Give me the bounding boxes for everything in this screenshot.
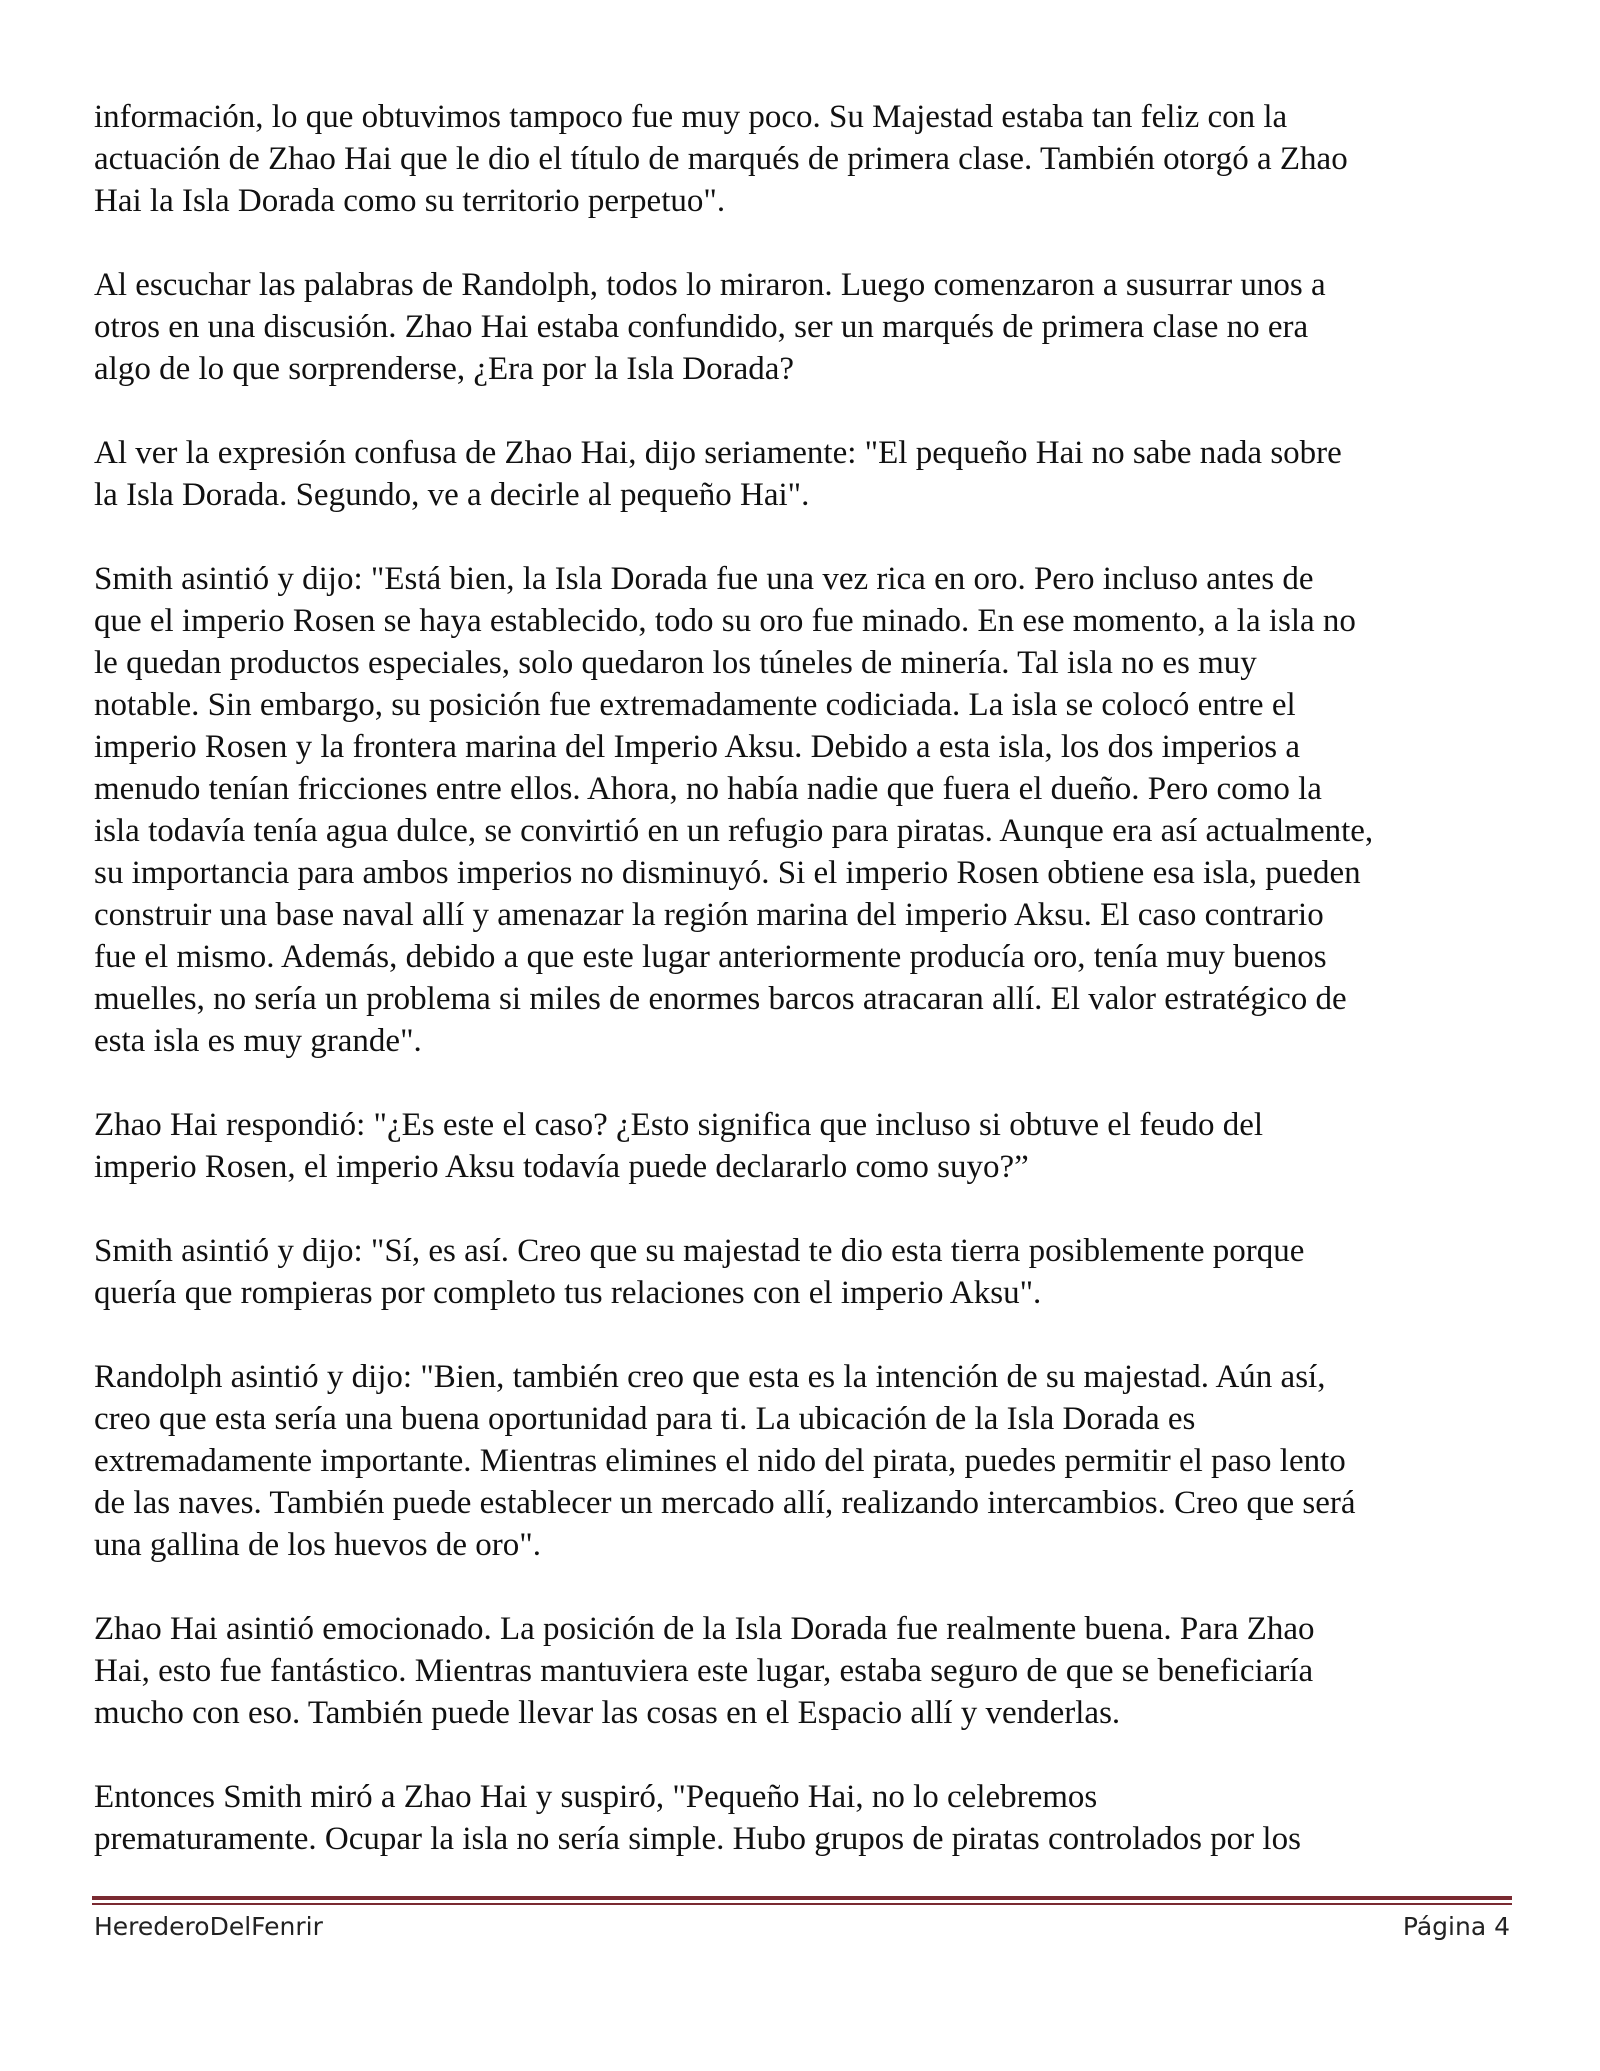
text-line: actuación de Zhao Hai que le dio el título de marqués de primera clase. También otorgó a Zhao: [94, 141, 1348, 177]
text-line: de las naves. También puede establecer un mercado allí, realizando intercambios. Creo que será: [94, 1485, 1356, 1521]
text-line: le quedan productos especiales, solo quedaron los túneles de minería. Tal isla no es muy: [94, 645, 1257, 681]
body-text: [94, 96, 1514, 1860]
paragraph: [94, 96, 1514, 222]
footer-author: HerederoDelFenrir: [94, 1912, 323, 1941]
text-line: una gallina de los huevos de oro".: [94, 1527, 541, 1563]
text-line: Zhao Hai asintió emocionado. La posición de la Isla Dorada fue realmente buena. Para Zhao: [94, 1611, 1315, 1647]
text-line: fue el mismo. Además, debido a que este lugar anteriormente producía oro, tenía muy buenos: [94, 939, 1327, 975]
paragraph: [94, 432, 1514, 516]
text-line: menudo tenían fricciones entre ellos. Ahora, no había nadie que fuera el dueño. Pero como la: [94, 771, 1322, 807]
paragraph: [94, 1230, 1514, 1314]
text-line: imperio Rosen y la frontera marina del Imperio Aksu. Debido a esta isla, los dos imperios a: [94, 729, 1301, 765]
text-line: Randolph asintió y dijo: "Bien, también creo que esta es la intención de su majestad. Aún así,: [94, 1359, 1326, 1395]
text-line: muelles, no sería un problema si miles de enormes barcos atracaran allí. El valor estratégico de: [94, 981, 1347, 1017]
text-line: su importancia para ambos imperios no disminuyó. Si el imperio Rosen obtiene esa isla, pueden: [94, 855, 1361, 891]
paragraph: [94, 558, 1514, 1062]
text-line: algo de lo que sorprenderse, ¿Era por la Isla Dorada?: [94, 351, 795, 387]
text-line: Al ver la expresión confusa de Zhao Hai, dijo seriamente: "El pequeño Hai no sabe nada sobre: [94, 435, 1342, 471]
text-line: Smith asintió y dijo: "Sí, es así. Creo que su majestad te dio esta tierra posiblemente porque: [94, 1233, 1305, 1269]
text-line: la Isla Dorada. Segundo, ve a decirle al pequeño Hai".: [94, 477, 810, 513]
text-line: prematuramente. Ocupar la isla no sería simple. Hubo grupos de piratas controlados por los: [94, 1821, 1301, 1857]
paragraph: [94, 1356, 1514, 1566]
text-line: Entonces Smith miró a Zhao Hai y suspiró, "Pequeño Hai, no lo celebremos: [94, 1779, 1098, 1815]
text-line: creo que esta sería una buena oportunidad para ti. La ubicación de la Isla Dorada es: [94, 1401, 1196, 1437]
text-line: Hai la Isla Dorada como su territorio perpetuo".: [94, 183, 726, 219]
page-number: Página 4: [1402, 1912, 1510, 1941]
text-line: notable. Sin embargo, su posición fue extremadamente codiciada. La isla se colocó entre el: [94, 687, 1296, 723]
text-line: Zhao Hai respondió: "¿Es este el caso? ¿Esto significa que incluso si obtuve el feudo del: [94, 1107, 1264, 1143]
text-line: quería que rompieras por completo tus relaciones con el imperio Aksu".: [94, 1275, 1042, 1311]
text-line: que el imperio Rosen se haya establecido, todo su oro fue minado. En ese momento, a la isla no: [94, 603, 1356, 639]
text-line: mucho con eso. También puede llevar las cosas en el Espacio allí y venderlas.: [94, 1695, 1121, 1731]
paragraph: [94, 1104, 1514, 1188]
text-line: construir una base naval allí y amenazar la región marina del imperio Aksu. El caso contrario: [94, 897, 1324, 933]
page-footer: [94, 1912, 1510, 1952]
footer-divider-thick: [92, 1896, 1512, 1900]
text-line: otros en una discusión. Zhao Hai estaba confundido, ser un marqués de primera clase no era: [94, 309, 1309, 345]
text-line: isla todavía tenía agua dulce, se convirtió en un refugio para piratas. Aunque era así actualmente,: [94, 813, 1374, 849]
text-line: imperio Rosen, el imperio Aksu todavía puede declararlo como suyo?”: [94, 1149, 1029, 1185]
text-line: Smith asintió y dijo: "Está bien, la Isla Dorada fue una vez rica en oro. Pero incluso antes de: [94, 561, 1314, 597]
paragraph: [94, 1608, 1514, 1734]
paragraph: [94, 1776, 1514, 1860]
footer-divider-thin: [92, 1903, 1512, 1905]
text-line: esta isla es muy grande".: [94, 1023, 422, 1059]
text-line: información, lo que obtuvimos tampoco fue muy poco. Su Majestad estaba tan feliz con la: [94, 99, 1288, 135]
text-line: Al escuchar las palabras de Randolph, todos lo miraron. Luego comenzaron a susurrar unos a: [94, 267, 1326, 303]
paragraph: [94, 264, 1514, 390]
text-line: Hai, esto fue fantástico. Mientras mantuviera este lugar, estaba seguro de que se beneficiaría: [94, 1653, 1314, 1689]
text-line: extremadamente importante. Mientras elimines el nido del pirata, puedes permitir el paso lento: [94, 1443, 1346, 1479]
